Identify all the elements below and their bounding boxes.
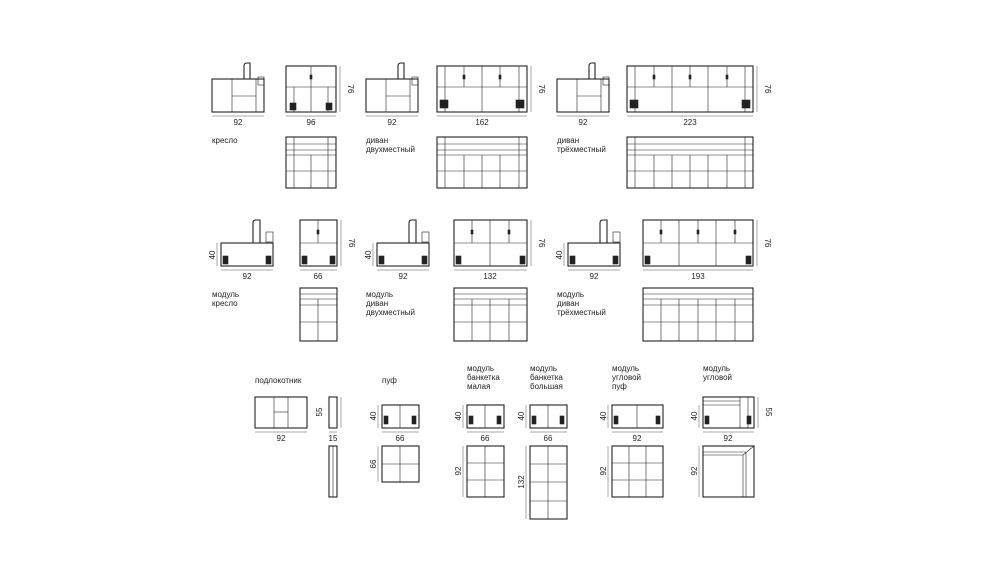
mod-sofa3-side-view [555, 220, 620, 281]
corner-side-view [690, 397, 773, 443]
mod-sofa3-front-view [643, 220, 772, 281]
mod-sofa2-height-dim: 76 [537, 238, 546, 248]
mod-sofa2-width-dim: 132 [483, 272, 497, 281]
sofa2-side-view [366, 63, 418, 127]
mod-armchair-seat-dim: 40 [208, 250, 217, 260]
bench-large-width-dim: 66 [543, 434, 553, 443]
mod-sofa2-group [364, 220, 546, 341]
corner-height-dim: 40 [690, 411, 699, 421]
armrest-side-view [255, 397, 307, 443]
pouf-group [369, 376, 419, 482]
sofa2-depth-dim: 92 [387, 118, 397, 127]
bench-small-height-dim: 40 [454, 411, 463, 421]
mod-armchair-height-dim: 76 [347, 238, 356, 248]
pouf-top-view [369, 446, 419, 482]
mod-sofa3-group [555, 220, 772, 341]
bench-small-top-view [454, 446, 504, 497]
corner-depth-dim: 92 [690, 466, 699, 476]
corner-pouf-top-view [599, 446, 663, 497]
armchair-height-dim: 76 [346, 84, 355, 94]
sofa2-label: диван двухместный [366, 136, 415, 154]
mod-armchair-top-view [300, 288, 337, 341]
mod-sofa2-depth-dim: 92 [398, 272, 408, 281]
armrest-group [255, 376, 341, 497]
mod-sofa3-label: модуль диван трёхместный [557, 290, 606, 317]
corner-pouf-label: модуль угловой пуф [612, 364, 642, 391]
sofa3-depth-dim: 92 [578, 118, 588, 127]
bench-small-side-view [454, 405, 504, 443]
armchair-top-view [286, 137, 336, 188]
sofa2-front-view [437, 66, 546, 127]
bench-small-label: модуль банкетка малая [467, 364, 500, 391]
sofa3-front-view [627, 66, 772, 127]
mod-sofa3-top-view [643, 288, 753, 341]
mod-sofa2-front-view [454, 220, 546, 281]
bench-small-group [454, 364, 504, 497]
mod-armchair-width-dim: 66 [313, 272, 323, 281]
bench-large-height-dim: 40 [517, 411, 526, 421]
corner-top-view [690, 446, 754, 497]
sofa3-height-dim: 76 [763, 84, 772, 94]
bench-small-width-dim: 66 [480, 434, 490, 443]
bench-large-top-view [517, 446, 567, 519]
mod-sofa3-depth-dim: 92 [589, 272, 599, 281]
bench-small-depth-dim: 92 [454, 466, 463, 476]
corner-width-dim: 92 [723, 434, 733, 443]
armrest-top-view [329, 446, 337, 497]
corner-label: модуль угловой [703, 364, 733, 382]
corner-pouf-side-view [599, 405, 663, 443]
mod-armchair-group [208, 220, 356, 341]
corner-back-height-dim: 55 [764, 407, 773, 417]
sofa3-group [557, 63, 772, 188]
sofa2-group [366, 63, 546, 188]
armrest-thickness-dim: 15 [328, 434, 338, 443]
sofa2-height-dim: 76 [537, 84, 546, 94]
corner-pouf-width-dim: 92 [632, 434, 642, 443]
pouf-height-dim: 40 [369, 411, 378, 421]
pouf-side-view [369, 405, 419, 443]
armchair-width-dim: 96 [306, 118, 316, 127]
mod-armchair-label: модуль кресло [212, 290, 240, 308]
armrest-end-view [315, 397, 341, 443]
bench-large-depth-dim: 132 [517, 475, 526, 489]
mod-armchair-front-view [300, 220, 356, 281]
bench-large-side-view [517, 405, 567, 443]
mod-sofa2-seat-dim: 40 [364, 250, 373, 260]
pouf-depth-dim: 66 [369, 459, 378, 469]
mod-sofa3-seat-dim: 40 [555, 250, 564, 260]
armrest-height-dim: 55 [315, 407, 324, 417]
armchair-depth-dim: 92 [233, 118, 243, 127]
sofa3-side-view [557, 63, 609, 127]
mod-sofa2-label: модуль диван двухместный [366, 290, 415, 317]
corner-pouf-group [599, 364, 663, 497]
armchair-front-view [286, 66, 355, 127]
sofa3-width-dim: 223 [683, 118, 697, 127]
mod-sofa2-top-view [454, 288, 527, 341]
sofa2-top-view [437, 137, 527, 188]
bench-large-group [517, 364, 567, 519]
armrest-label: подлокотник [255, 376, 302, 385]
sofa3-top-view [627, 137, 753, 188]
armchair-label: кресло [212, 136, 238, 145]
mod-sofa2-side-view [364, 220, 429, 281]
armrest-length-dim: 92 [276, 434, 286, 443]
pouf-width-dim: 66 [395, 434, 405, 443]
mod-armchair-depth-dim: 92 [242, 272, 252, 281]
corner-group [690, 364, 773, 497]
bench-large-label: модуль банкетка большая [530, 364, 563, 391]
corner-pouf-depth-dim: 92 [599, 466, 608, 476]
sofa3-label: диван трёхместный [557, 136, 606, 154]
sofa2-width-dim: 162 [475, 118, 489, 127]
mod-sofa3-width-dim: 193 [691, 272, 705, 281]
pouf-label: пуф [382, 376, 397, 385]
corner-pouf-height-dim: 40 [599, 411, 608, 421]
mod-sofa3-height-dim: 76 [763, 238, 772, 248]
armchair-group [212, 63, 355, 188]
mod-armchair-side-view [208, 220, 273, 281]
armchair-side-view [212, 63, 264, 127]
